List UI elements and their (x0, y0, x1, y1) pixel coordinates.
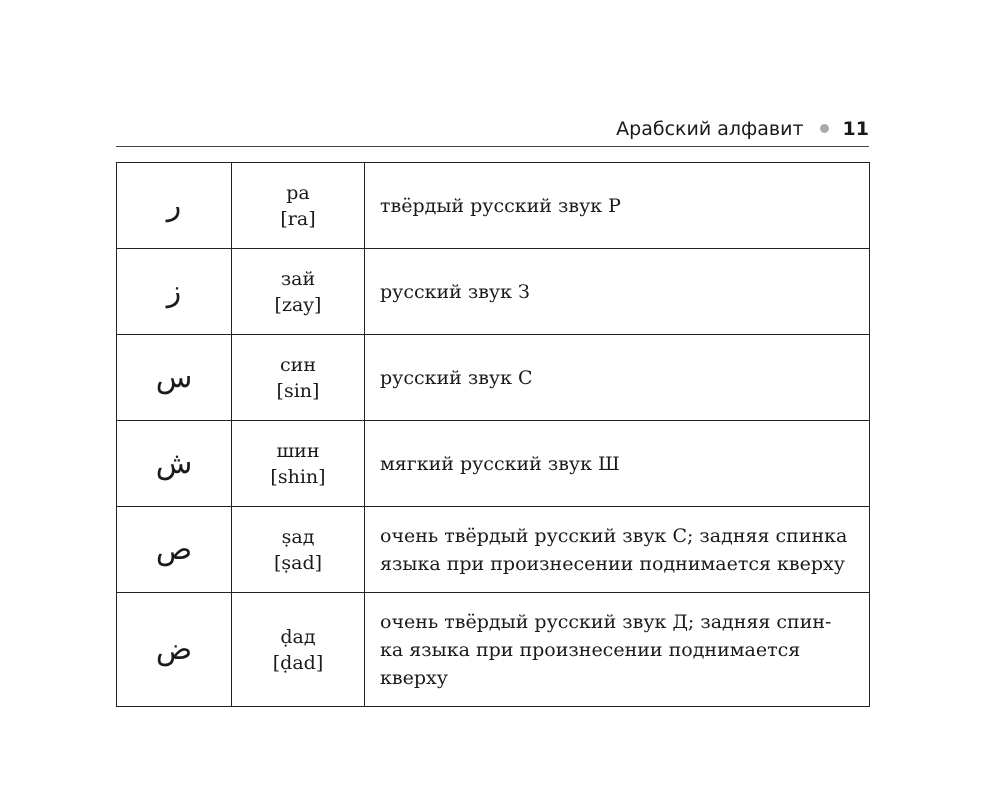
transliteration: [ṣad] (273, 551, 323, 574)
description-line: кверху (380, 666, 448, 689)
alphabet-table (116, 162, 870, 707)
header-rule (116, 146, 869, 147)
description-line: мягкий русский звук Ш (380, 452, 620, 475)
arabic-letter: ز (117, 249, 232, 335)
pronunciation-description (365, 335, 870, 421)
arabic-letter: ش (117, 421, 232, 507)
arabic-letter: ص (117, 507, 232, 593)
table-row (117, 507, 870, 593)
section-title: Арабский алфавит (616, 118, 804, 140)
transliteration: [zay] (274, 293, 322, 316)
arabic-letter: ض (117, 593, 232, 707)
pronunciation-description (365, 249, 870, 335)
table-row (117, 593, 870, 707)
pronunciation-description (365, 593, 870, 707)
description-line: твёрдый русский звук Р (380, 194, 621, 217)
pronunciation-description (365, 163, 870, 249)
table-row (117, 335, 870, 421)
transliteration: [sin] (276, 379, 320, 402)
pronunciation-description (365, 507, 870, 593)
letter-name-cell (232, 507, 365, 593)
transliteration: [shin] (270, 465, 326, 488)
transliteration: [ra] (280, 207, 316, 230)
letter-name-cell (232, 335, 365, 421)
letter-name: шин (276, 439, 320, 462)
bullet-separator-icon (820, 124, 829, 133)
description-line: очень твёрдый русский звук С; задняя спинка (380, 524, 848, 547)
letter-name: ḍад (280, 625, 316, 648)
letter-name-cell (232, 593, 365, 707)
letter-name-cell (232, 421, 365, 507)
page-number: 11 (842, 118, 869, 140)
letter-name: син (280, 353, 316, 376)
letter-name-cell (232, 249, 365, 335)
letter-name: зай (280, 267, 316, 290)
description-line: ка языка при произнесении поднимается (380, 638, 801, 661)
description-line: очень твёрдый русский звук Д; задняя спин- (380, 610, 832, 633)
letter-name: ṣад (281, 525, 315, 548)
arabic-letter: ر (117, 163, 232, 249)
arabic-letter: س (117, 335, 232, 421)
table-row (117, 249, 870, 335)
running-head (116, 116, 869, 147)
description-line: русский звук З (380, 280, 530, 303)
description-line: русский звук С (380, 366, 533, 389)
letter-name: ра (286, 181, 310, 204)
table-row (117, 421, 870, 507)
table-row (117, 163, 870, 249)
transliteration: [ḍad] (272, 651, 324, 674)
letter-name-cell (232, 163, 365, 249)
pronunciation-description (365, 421, 870, 507)
description-line: языка при произнесении поднимается кверху (380, 552, 845, 575)
